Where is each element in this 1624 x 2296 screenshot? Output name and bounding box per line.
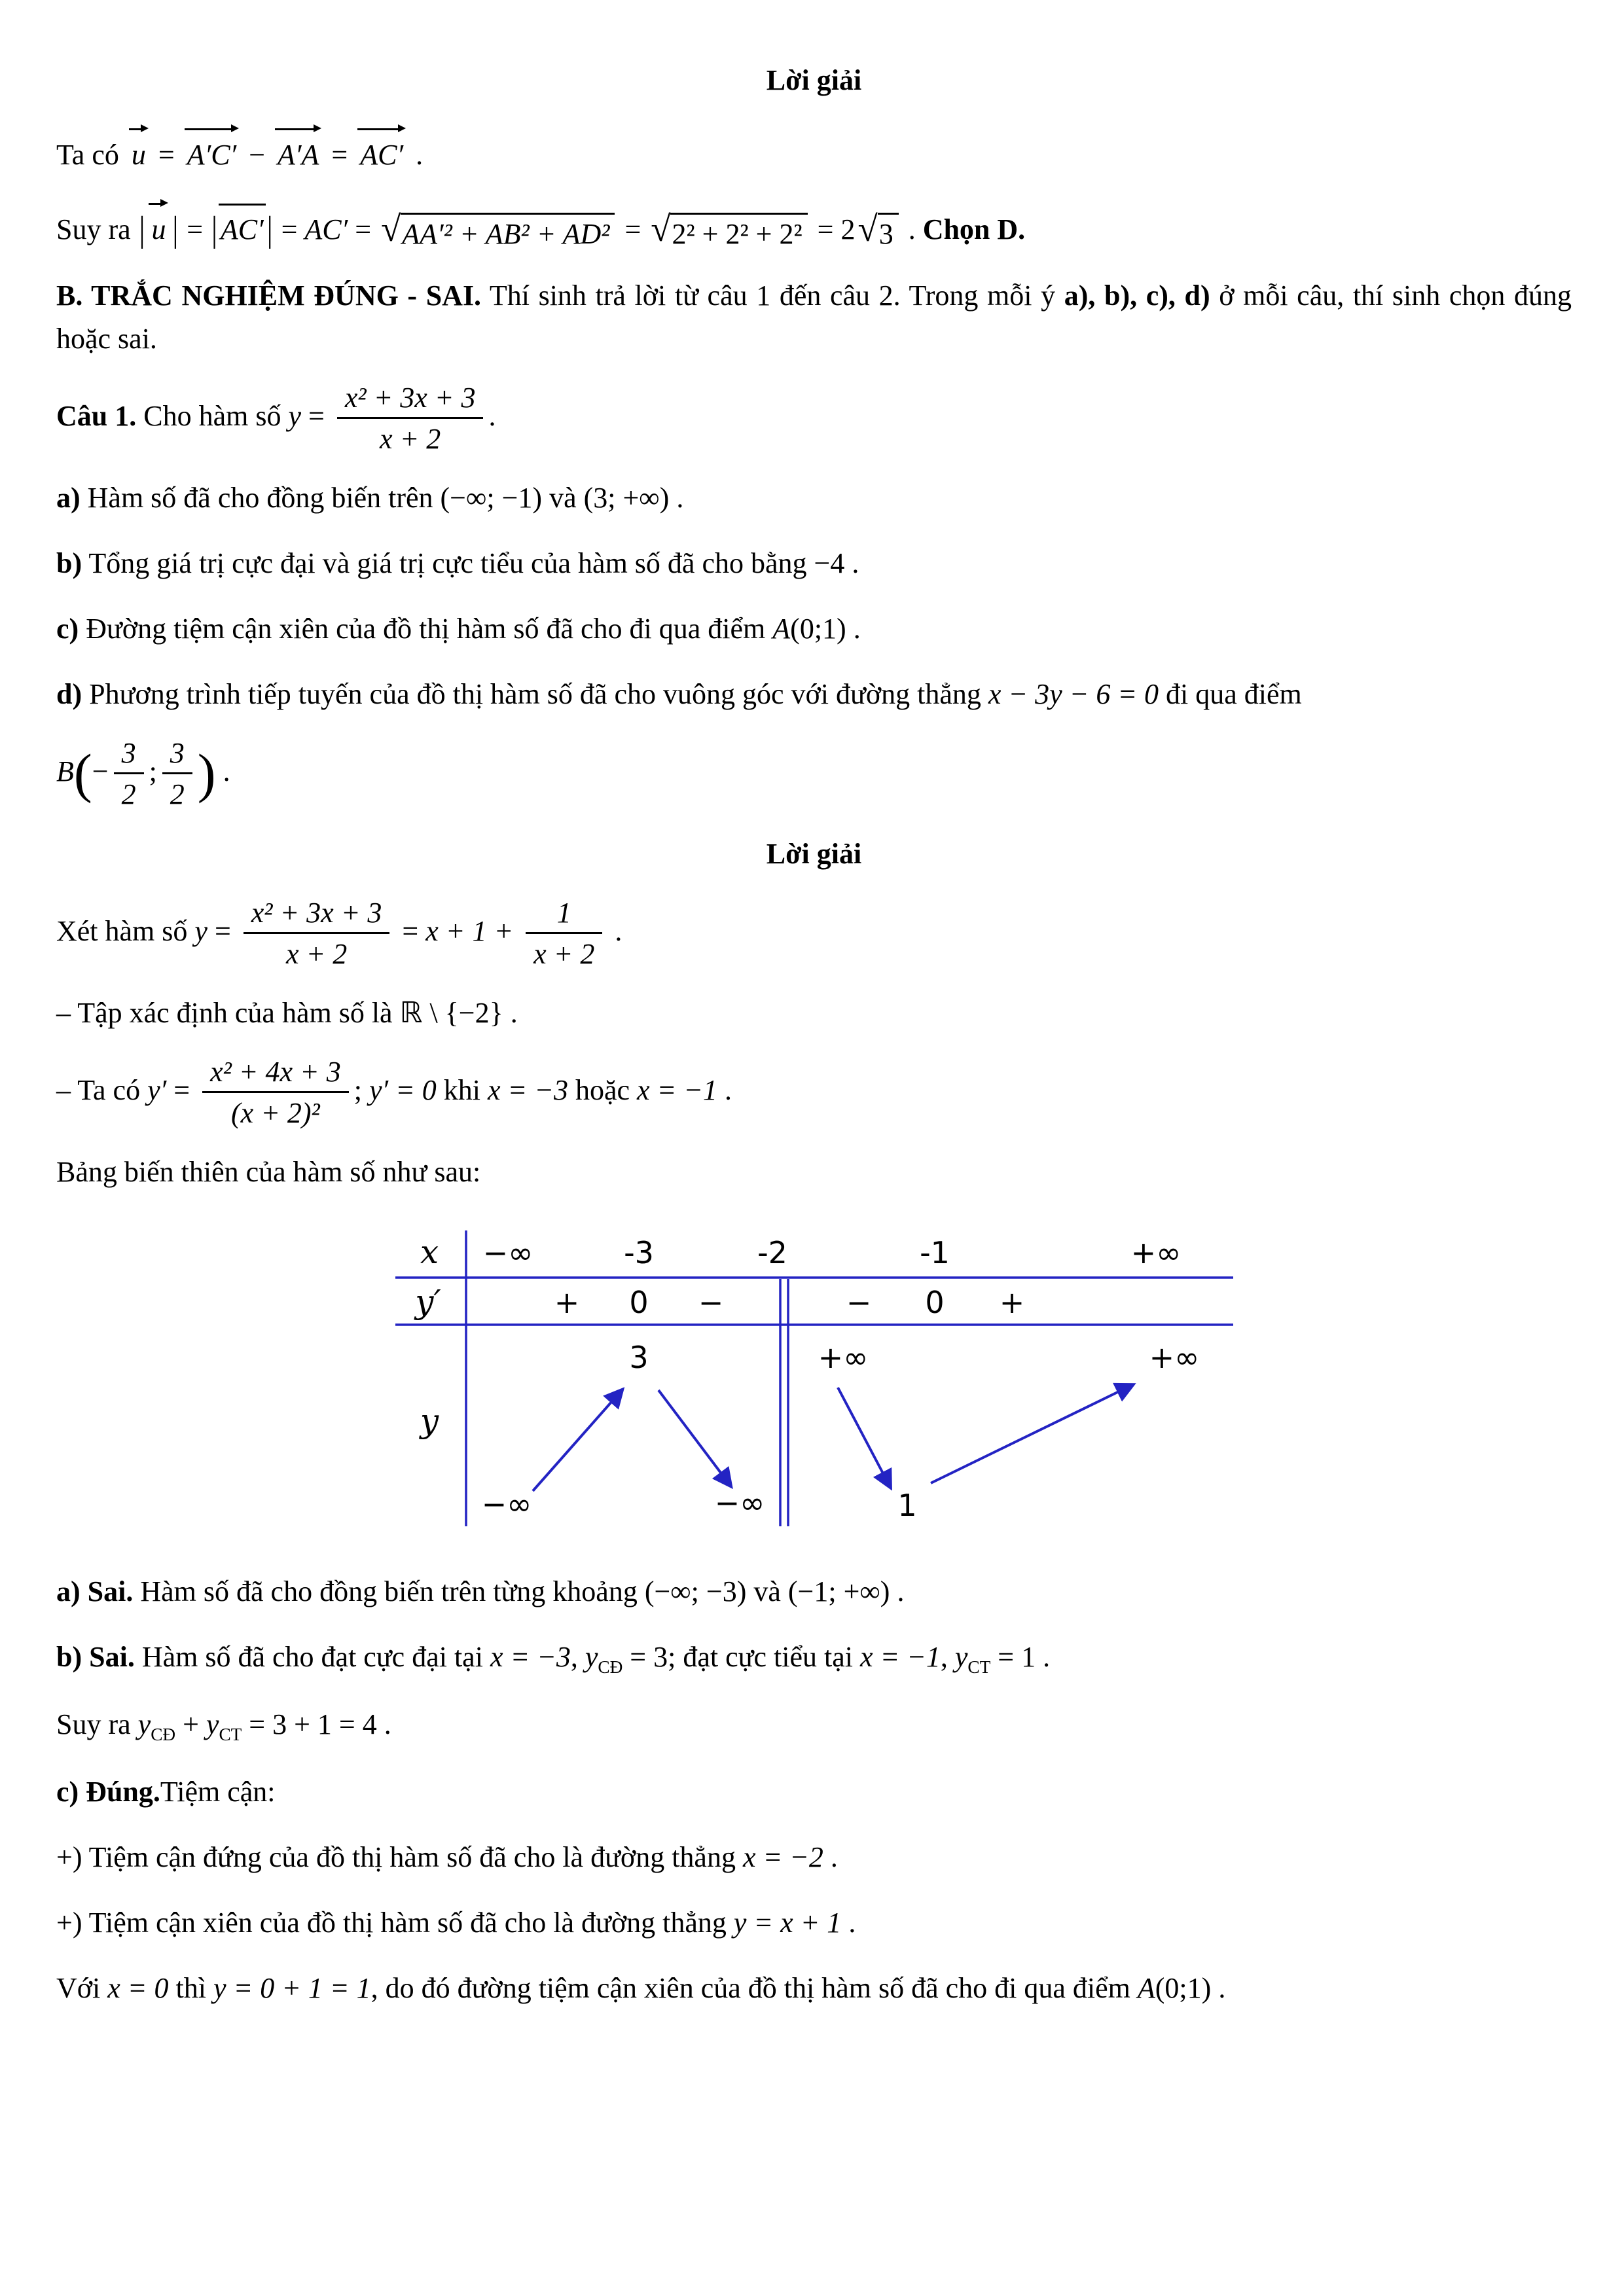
- para-option-d: [56, 673, 1572, 716]
- equals: =: [395, 914, 426, 947]
- vector-APA: A′A: [275, 124, 321, 177]
- text-run: .: [717, 1073, 732, 1106]
- text-run: .: [408, 139, 424, 171]
- para-dao-ham: [56, 1057, 1572, 1128]
- coordinates: (0;1): [790, 613, 846, 645]
- sqrt-expression: [651, 209, 807, 252]
- math-run: x = −2: [742, 1840, 823, 1873]
- para-point-B: [56, 738, 1572, 810]
- text-run: Với: [56, 1971, 108, 2004]
- math-run: = 3: [623, 1641, 668, 1674]
- y-limit: +∞: [1149, 1340, 1199, 1376]
- text-run: +) Tiệm cận đứng của đồ thị hàm số đã cho là đường thẳng: [56, 1840, 743, 1873]
- vector-ACP: AC′: [357, 124, 406, 177]
- text-run: Đường tiệm cận xiên của đồ thị hàm số đã cho đi qua điểm: [79, 613, 773, 645]
- math-run: x = 0: [107, 1971, 169, 2004]
- numerator: x² + 3x + 3: [244, 898, 390, 934]
- text-run: – Tập xác định của hàm số là: [56, 996, 400, 1029]
- interval: (−∞; −1): [440, 482, 543, 514]
- x-value: -1: [919, 1235, 950, 1271]
- text-run: .: [215, 755, 230, 787]
- text-run: ;: [353, 1073, 369, 1106]
- radical-sign: √: [857, 209, 878, 249]
- math-run: x + 1 +: [425, 914, 521, 947]
- semicolon: ;: [149, 755, 157, 787]
- text-run: Thí sinh trả lời từ câu 1 đến câu 2. Trong mỗi ý: [481, 279, 1064, 312]
- math-var: y: [288, 399, 302, 432]
- sign: 0: [924, 1285, 945, 1321]
- text-run: – Ta có: [56, 1073, 148, 1106]
- text-run: Suy ra: [56, 213, 138, 245]
- text-run: .: [890, 1575, 905, 1608]
- math-var: y: [585, 1641, 598, 1674]
- fraction: [202, 1057, 349, 1128]
- point-label: B: [56, 755, 74, 787]
- table-x-values: [482, 1235, 1181, 1270]
- math-run: −4: [814, 547, 845, 580]
- para-bbt-intro: [56, 1151, 1572, 1194]
- text-run: và: [746, 1575, 788, 1608]
- subscript: CT: [967, 1657, 991, 1677]
- overline-ACP: AC′: [219, 204, 266, 251]
- interval: (−1; +∞): [787, 1575, 890, 1608]
- text-run: +) Tiệm cận xiên của đồ thị hàm số đã cho là đường thẳng: [56, 1906, 734, 1939]
- para-section-B: [56, 274, 1572, 361]
- para-cau-1: [56, 383, 1572, 454]
- verdict-label: b) Sai.: [56, 1641, 135, 1674]
- variation-table-svg: [395, 1228, 1233, 1529]
- option-label: a): [56, 482, 81, 514]
- fraction: [526, 898, 602, 969]
- para-ket-luan: [56, 1967, 1572, 2010]
- interval: (−∞; −3): [644, 1575, 747, 1608]
- text-run: .: [823, 1840, 838, 1873]
- para-suy-ra-length: [56, 199, 1572, 252]
- arrow-down-2: [838, 1388, 890, 1487]
- text-run: .: [841, 1906, 856, 1939]
- equals: =: [207, 914, 238, 947]
- radical-sign: √: [381, 209, 401, 249]
- abs-bar: |: [266, 209, 273, 249]
- denominator: (x + 2)²: [231, 1097, 320, 1130]
- equals: =: [274, 213, 305, 245]
- math-run: ℝ \ {−2}: [399, 996, 503, 1029]
- equals: =: [151, 139, 182, 171]
- math-run: y = x + 1: [733, 1906, 842, 1939]
- big-paren-right: ): [197, 744, 216, 804]
- section-title: B. TRẮC NGHIỆM ĐÚNG - SAI.: [56, 279, 482, 312]
- text-run: Hàm số đã cho đồng biến trên từng khoảng: [133, 1575, 645, 1608]
- text-run: .: [488, 399, 496, 432]
- math-run: AC′: [304, 213, 348, 245]
- text-run: khi: [436, 1073, 488, 1106]
- text-run: ,: [570, 1641, 585, 1674]
- verdict-label: a) Sai.: [56, 1575, 134, 1608]
- text-run: thì: [168, 1971, 213, 2004]
- math-run: x = −3: [490, 1641, 571, 1674]
- text-run: = 2: [810, 213, 856, 245]
- text-run: Bảng biến thiên của hàm số như sau:: [56, 1156, 481, 1189]
- para-xet-ham-so: [56, 898, 1572, 969]
- arrow-up-2: [931, 1385, 1132, 1483]
- text-run: Hàm số đã cho đồng biến trên: [80, 482, 441, 514]
- bold-run: a), b), c), d): [1064, 279, 1210, 312]
- math-run: y = 0 + 1 = 1: [213, 1971, 371, 2004]
- para-option-a: [56, 476, 1572, 520]
- text-run: .: [376, 1708, 391, 1741]
- table-sign-row: [554, 1285, 1024, 1320]
- table-y-values: [481, 1340, 1199, 1523]
- text-run: ở mỗi câu, thí sinh chọn đúng hoặc sai.: [56, 279, 1572, 355]
- math-var: y: [194, 914, 208, 947]
- y-max: 3: [628, 1340, 649, 1376]
- numerator: 1: [526, 898, 602, 934]
- para-sol-c: [56, 1770, 1572, 1814]
- y-limit: −∞: [714, 1485, 765, 1521]
- point-label: A: [1137, 1971, 1155, 2004]
- option-label: d): [56, 678, 82, 711]
- document-page: [56, 59, 1572, 2010]
- equals: =: [348, 213, 379, 245]
- table-row-labels: [414, 1233, 441, 1440]
- heading-text: Lời giải: [766, 64, 862, 96]
- math-run: y′ = 0: [369, 1073, 437, 1106]
- text-run: .: [1036, 1641, 1051, 1674]
- subscript: CĐ: [598, 1657, 623, 1677]
- math-run: = 1: [990, 1641, 1036, 1674]
- point-label: A: [772, 613, 791, 645]
- radical-sign: √: [651, 209, 671, 249]
- text-run: .: [846, 613, 861, 645]
- x-value: -3: [623, 1235, 654, 1271]
- equals: =: [179, 213, 211, 245]
- sign: −: [698, 1285, 723, 1321]
- x-value: +∞: [1130, 1235, 1181, 1271]
- text-run: Phương trình tiếp tuyến của đồ thị hàm số đã cho vuông góc với đường thẳng: [82, 678, 988, 711]
- math-var: y′: [147, 1073, 167, 1106]
- math-var: y: [954, 1641, 968, 1674]
- text-run: Ta có: [56, 139, 126, 171]
- denominator: x + 2: [380, 422, 441, 455]
- solution-heading-2: [56, 833, 1572, 876]
- para-tiem-can-xien: [56, 1901, 1572, 1945]
- verdict-label: c) Đúng.: [56, 1775, 160, 1808]
- sqrt-expression: [857, 209, 899, 252]
- row-label-y-prime: y′: [414, 1283, 441, 1321]
- text-run: Tổng giá trị cực đại và giá trị cực tiểu của hàm số đã cho bằng: [82, 547, 814, 580]
- row-label-x: x: [420, 1233, 439, 1272]
- y-limit: +∞: [818, 1340, 868, 1376]
- math-run: x = −1: [637, 1073, 717, 1106]
- x-value: −∞: [482, 1235, 533, 1271]
- text-run: .: [607, 914, 623, 947]
- para-sol-a: [56, 1570, 1572, 1613]
- math-run: x = −3: [488, 1073, 568, 1106]
- text-run: đi qua điểm: [1159, 678, 1302, 711]
- para-tiem-can-dung: [56, 1836, 1572, 1879]
- x-value: -2: [757, 1235, 787, 1271]
- sign: −: [846, 1285, 871, 1321]
- arrow-up-1: [533, 1390, 622, 1491]
- subscript: CT: [219, 1724, 242, 1744]
- fraction: [162, 738, 192, 810]
- radicand: 3: [878, 213, 899, 252]
- text-run: Suy ra: [56, 1708, 138, 1741]
- text-run: .: [503, 996, 518, 1029]
- sign: +: [999, 1285, 1024, 1321]
- fraction: [114, 738, 144, 810]
- para-option-b: [56, 542, 1572, 585]
- text-run: và: [542, 482, 584, 514]
- option-label: c): [56, 613, 79, 645]
- math-run: x = −1: [859, 1641, 941, 1674]
- coordinates: (0;1): [1155, 1971, 1212, 2004]
- vector-u: u: [149, 199, 168, 251]
- para-option-c: [56, 607, 1572, 651]
- text-run: Xét hàm số: [56, 914, 195, 947]
- sign: 0: [628, 1285, 649, 1321]
- text-run: , do đó đường tiệm cận xiên của đồ thị hàm số đã cho đi qua điểm: [370, 1971, 1138, 2004]
- numerator: 3: [162, 738, 192, 774]
- math-run: +: [175, 1708, 206, 1741]
- question-label: Câu 1.: [56, 399, 137, 432]
- equals: =: [617, 213, 649, 245]
- answer-choice: Chọn D.: [922, 213, 1026, 245]
- abs-bar: |: [172, 209, 179, 249]
- para-suy-ra-tong: [56, 1703, 1572, 1748]
- text-run: .: [844, 547, 859, 580]
- equals: =: [166, 1073, 198, 1106]
- minus-sign: −: [92, 755, 109, 787]
- row-label-y: y: [420, 1402, 439, 1441]
- para-tap-xac-dinh: [56, 992, 1572, 1035]
- denominator: 2: [121, 778, 136, 811]
- table-grid: [395, 1230, 1233, 1526]
- text-run: .: [669, 482, 684, 514]
- text-run: Tiệm cận:: [160, 1775, 276, 1808]
- subscript: CĐ: [151, 1724, 176, 1744]
- radicand: 2² + 2² + 2²: [670, 213, 807, 252]
- text-run: hoặc: [568, 1073, 638, 1106]
- para-ta-co-vector: [56, 124, 1572, 177]
- text-run: .: [1211, 1971, 1226, 2004]
- text-run: Hàm số đã cho đạt cực đại tại: [134, 1641, 490, 1674]
- text-run: .: [901, 213, 923, 245]
- math-run: x − 3y − 6 = 0: [988, 678, 1159, 711]
- equals: =: [301, 399, 332, 432]
- math-var: y: [206, 1708, 219, 1741]
- vector-u: u: [129, 124, 149, 177]
- option-label: b): [56, 547, 82, 580]
- math-var: y: [137, 1708, 151, 1741]
- denominator: 2: [170, 778, 185, 811]
- para-sol-b: [56, 1636, 1572, 1681]
- fraction: [337, 383, 484, 454]
- fraction: [244, 898, 390, 969]
- minus-op: −: [242, 139, 273, 171]
- numerator: x² + 4x + 3: [202, 1057, 349, 1093]
- big-paren-left: (: [73, 744, 92, 804]
- solution-heading-1: [56, 59, 1572, 102]
- radicand: AA′² + AB² + AD²: [401, 213, 615, 252]
- text-run: ; đạt cực tiểu tại: [668, 1641, 860, 1674]
- equals: =: [324, 139, 355, 171]
- table-arrows: [533, 1385, 1132, 1491]
- text-run: Cho hàm số: [136, 399, 289, 432]
- y-min: 1: [897, 1488, 917, 1524]
- abs-bar: |: [211, 209, 217, 249]
- abs-bar: |: [139, 209, 145, 249]
- numerator: x² + 3x + 3: [337, 383, 484, 419]
- sign: +: [554, 1285, 579, 1321]
- denominator: x + 2: [285, 937, 348, 970]
- math-run: = 3 + 1 = 4: [242, 1708, 377, 1741]
- numerator: 3: [114, 738, 144, 774]
- variation-table: [56, 1228, 1572, 1536]
- vector-APCP: A′C′: [185, 124, 239, 177]
- denominator: x + 2: [533, 937, 595, 970]
- sqrt-expression: [381, 209, 615, 252]
- heading-text: Lời giải: [766, 837, 862, 870]
- arrow-down-1: [659, 1390, 731, 1486]
- y-limit: −∞: [481, 1486, 532, 1522]
- interval: (3; +∞): [583, 482, 670, 514]
- text-run: ,: [940, 1641, 955, 1674]
